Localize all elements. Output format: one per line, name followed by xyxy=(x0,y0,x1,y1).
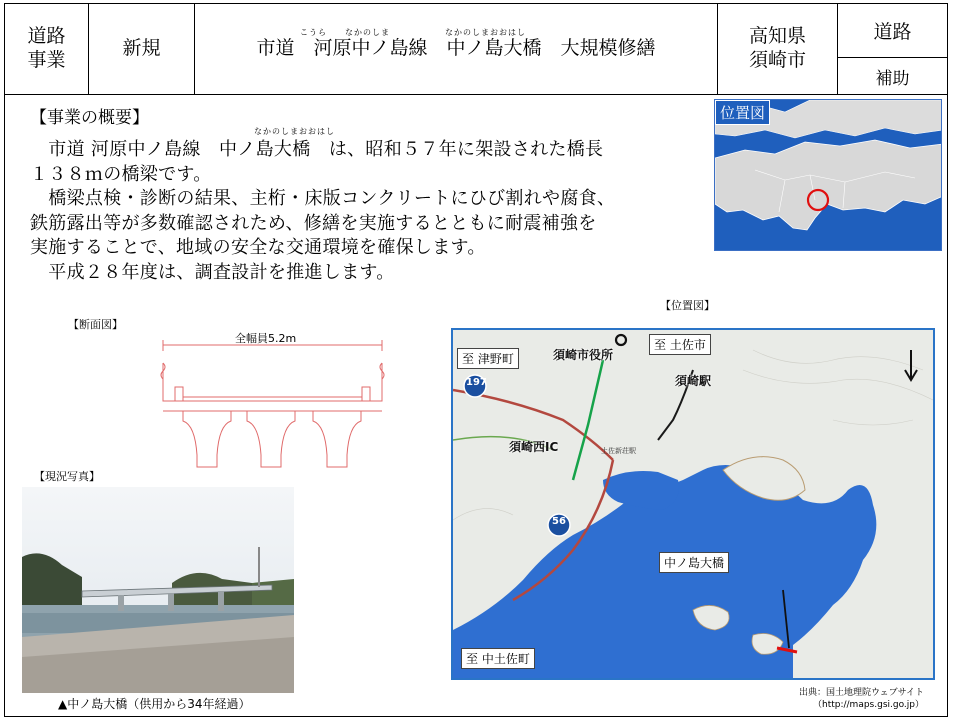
to-tosa-label: 至 土佐市 xyxy=(649,334,711,355)
cross-section-label: 【断面図】 xyxy=(68,318,123,331)
bridge-photo-graphic xyxy=(22,487,294,693)
region-line1: 高知県 xyxy=(748,25,806,48)
type-cell: 新規 xyxy=(89,4,195,94)
credit-line2: （http://maps.gsi.go.jp） xyxy=(812,700,924,710)
detail-map xyxy=(451,328,935,680)
category-line1: 道路 xyxy=(27,25,66,48)
aid-cell: 補助 xyxy=(875,68,910,89)
city-hall-label: 須崎市役所 xyxy=(553,348,614,362)
region-line2: 須崎市 xyxy=(748,49,806,71)
header-table xyxy=(4,3,948,95)
overview-line: 橋梁点検・診断の結果、主桁・床版コンクリートにひび割れや腐食、 xyxy=(30,188,616,209)
small-station-label: 土佐新荘駅 xyxy=(601,447,636,455)
title-cell xyxy=(195,4,718,94)
overview-ruby-bridge: なかのしまおおはし xyxy=(254,127,335,136)
title-ruby-bridge: なかのしまおおはし xyxy=(445,28,526,37)
to-nakatosa-label: 至 中土佐町 xyxy=(461,648,535,669)
overview-line: 平成２８年度は、調査設計を推進します。 xyxy=(30,261,395,283)
to-tsuno-label: 至 津野町 xyxy=(457,348,519,369)
overview-line: 鉄筋露出等が多数確認されため、修繕を実施するとともに耐震補強を xyxy=(30,212,597,234)
credit-line1: 出典：国土地理院ウェブサイト xyxy=(798,688,924,698)
overview-line: 市道 河原中ノ島線 中ノ島大橋 は、昭和５７年に架設された橋長 xyxy=(30,139,604,160)
source-credit xyxy=(799,687,924,711)
category-cell xyxy=(5,4,89,94)
location-mini-map xyxy=(714,99,942,251)
overview-line: 実施することで、地域の安全な交通環境を確保します。 xyxy=(30,237,486,258)
overview-heading: 【事業の概要】 xyxy=(30,108,149,128)
route-197-shield: 197 xyxy=(466,377,487,388)
overview-line: １３８ｍの橋梁です。 xyxy=(30,163,212,185)
bridge-photo xyxy=(22,487,294,693)
cross-section-drawing xyxy=(155,335,390,475)
location-map-label: 位置図 xyxy=(715,100,770,125)
overview-text xyxy=(30,138,710,285)
station-label: 須崎駅 xyxy=(675,374,712,388)
region-cell xyxy=(718,4,838,94)
photo-label: 【現況写真】 xyxy=(34,470,100,483)
title-ruby-route: こうら なかのしま xyxy=(300,28,390,37)
field-cell: 道路 xyxy=(838,4,947,58)
project-title: 市道 河原中ノ島線 中ノ島大橋 大規模修繕 xyxy=(256,37,656,60)
category-line2: 事業 xyxy=(27,49,66,71)
detail-map-label: 【位置図】 xyxy=(660,299,715,312)
photo-caption: ▲中ノ島大橋（供用から34年経過） xyxy=(58,697,251,711)
cross-section-width: 全幅員5.2m xyxy=(235,332,297,345)
route-56-shield: 56 xyxy=(552,516,566,527)
bridge-label: 中ノ島大橋 xyxy=(659,552,729,573)
ic-label: 須崎西IC xyxy=(509,440,559,454)
